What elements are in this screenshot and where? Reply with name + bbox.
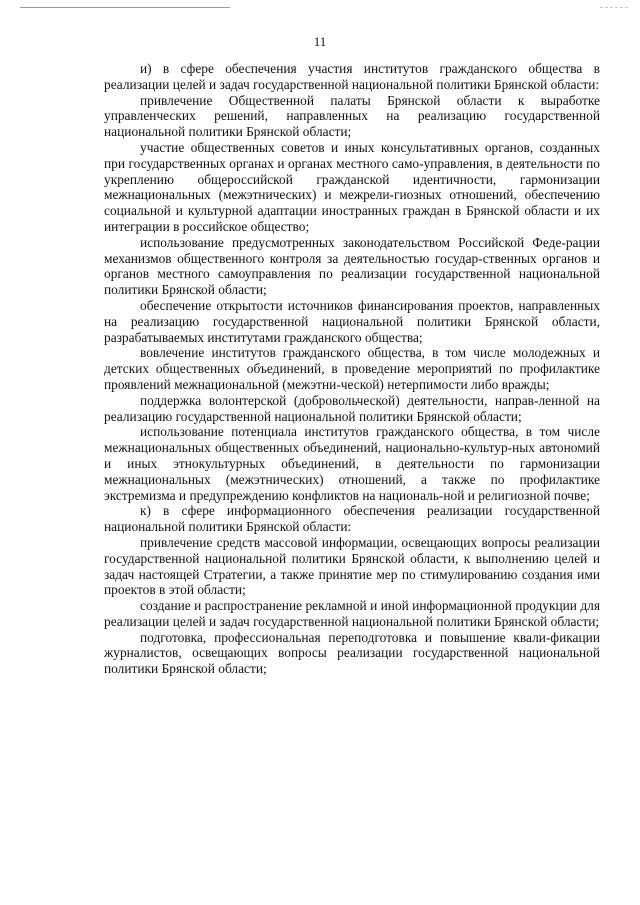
paragraph-advertising-production: создание и распространение рекламной и иной информационной продукции для реализации целей и задач государственной национальной политики Брянской области;: [104, 598, 600, 629]
document-body: [104, 61, 600, 677]
paragraph-funding-transparency: обеспечение открытости источников финансирования проектов, направленных на реализацию государственной национальной политики Брянской области, разрабатываемых институтами гражданского общества;: [104, 297, 600, 345]
paragraph-journalist-training: подготовка, профессиональная переподготовка и повышение квали-фикации журналистов, освещающих вопросы реализации государственной национальной политики Брянской области;: [104, 629, 600, 677]
paragraph-public-councils: участие общественных советов и иных консультативных органов, созданных при государственных органах и органах местного само-управления, в деятельности по укреплению общероссийской гражданской идентичности, гармонизации межнациональных (межэтнических) и межрели-гиозных отношений, обеспечению социальной и культурной адаптации иностранных граждан в Брянской области и их интеграции в российское общество;: [104, 139, 600, 234]
page-number: 11: [313, 34, 327, 49]
paragraph-volunteer-support: поддержка волонтерской (добровольческой) деятельности, направ-ленной на реализацию государственной национальной политики Брянской области;: [104, 392, 600, 424]
paragraph-potential-use: использование потенциала институтов гражданского общества, в том числе межнациональных общественных объединений, национально-культур-ных автономий и иных этнокультурных объединений, в деятельности по гармонизации межнациональных (межэтнических) отношений, а также по профилактике экстремизма и предупреждению конфликтов на националь-ной и религиозной почве;: [104, 424, 600, 503]
paragraph-section-i-heading: и) в сфере обеспечения участия институтов гражданского общества в реализации целей и задач государственной национальной политики Брянской области:: [104, 61, 600, 92]
paragraph-civil-society-involvement: вовлечение институтов гражданского общества, в том числе молодежных и детских общественных объединений, в проведение мероприятий по профилактике проявлений межнациональной (межэтни-ческой) нетерпимости либо вражды;: [104, 345, 600, 392]
paragraph-mass-media: привлечение средств массовой информации, освещающих вопросы реализации государственной национальной политики Брянской области, к выполнению целей и задач настоящей Стратегии, а также принятие мер по стимулированию создания ими проектов в этой области;: [104, 534, 600, 598]
paragraph-public-chamber: привлечение Общественной палаты Брянской области к выработке управленческих решений, направленных на реализацию государственной национальной политики Брянской области;: [104, 92, 600, 140]
top-border-line: [20, 7, 230, 8]
paragraph-section-k-heading: к) в сфере информационного обеспечения реализации государственной национальной политики Брянской области:: [104, 503, 600, 535]
corner-scan-mark: [600, 7, 628, 8]
paragraph-public-control: использование предусмотренных законодательством Российской Феде-рации механизмов общественного контроля за деятельностью государ-ственных органов и органов местного самоуправления по реализации государственной национальной политики Брянской области;: [104, 234, 600, 298]
